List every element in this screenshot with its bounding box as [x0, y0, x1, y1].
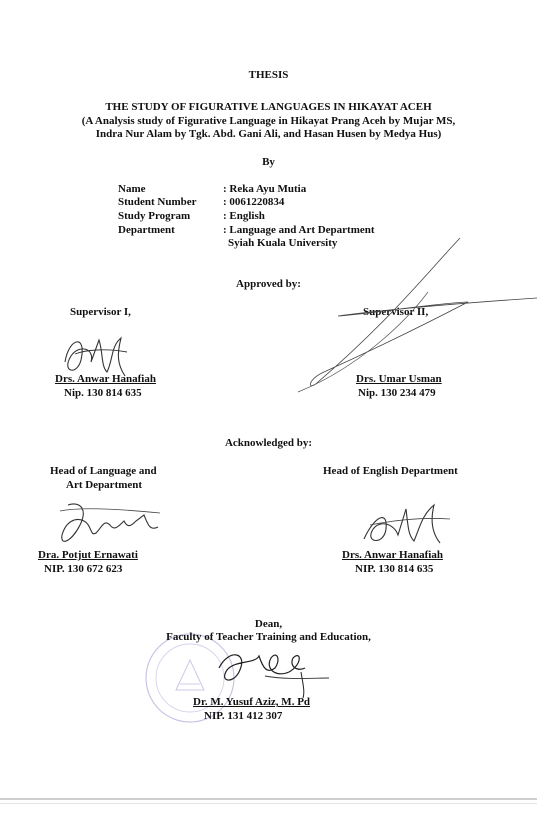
- head-2-name: Drs. Anwar Hanafiah: [342, 549, 443, 561]
- info-university: Syiah Kuala University: [228, 237, 338, 249]
- info-row-student-number: [118, 196, 284, 209]
- thesis-heading: THESIS: [248, 69, 289, 81]
- info-label: Student Number: [118, 196, 197, 208]
- supervisor-1-name: Drs. Anwar Hanafiah: [55, 373, 156, 385]
- supervisor-2-name: Drs. Umar Usman: [356, 373, 442, 385]
- info-label: Department: [118, 224, 175, 236]
- supervisor-1-role: Supervisor I,: [70, 306, 131, 318]
- head-1-name: Dra. Potjut Ernawati: [38, 549, 138, 561]
- thesis-title: THE STUDY OF FIGURATIVE LANGUAGES IN HIKAYAT ACEH: [105, 101, 432, 113]
- supervisor-2-role: Supervisor II,: [363, 306, 429, 318]
- head-1-role-line-1: Head of Language and: [50, 465, 157, 477]
- info-row-name: [118, 183, 306, 196]
- page-bottom-edge-shadow: [0, 803, 537, 804]
- info-value: : 0061220834: [223, 196, 285, 208]
- dean-faculty: Faculty of Teacher Training and Education,: [166, 631, 371, 643]
- page-bottom-edge: [0, 798, 537, 800]
- approved-by-label: Approved by:: [236, 278, 301, 290]
- info-value: : English: [223, 210, 265, 222]
- info-row-study-program: [118, 210, 265, 223]
- dean-nip: NIP. 131 412 307: [204, 710, 283, 722]
- thesis-subtitle-line-2: Indra Nur Alam by Tgk. Abd. Gani Ali, and Hasan Husen by Medya Hus): [95, 128, 442, 140]
- supervisor-1-nip: Nip. 130 814 635: [64, 387, 142, 399]
- dean-name: Dr. M. Yusuf Aziz, M. Pd: [193, 696, 311, 708]
- head-2-signature: [330, 495, 470, 555]
- supervisor-2-nip: Nip. 130 234 479: [358, 387, 436, 399]
- thesis-subtitle-line-1: (A Analysis study of Figurative Language in Hikayat Prang Aceh by Mujar MS,: [81, 115, 456, 127]
- head-2-role: Head of English Department: [323, 465, 458, 477]
- info-label: Name: [118, 183, 146, 195]
- acknowledged-by-label: Acknowledged by:: [224, 437, 313, 449]
- head-2-nip: NIP. 130 814 635: [355, 563, 434, 575]
- by-label: By: [262, 156, 275, 168]
- head-1-signature: [40, 495, 190, 555]
- info-label: Study Program: [118, 210, 191, 222]
- head-1-nip: NIP. 130 672 623: [44, 563, 123, 575]
- dean-role: Dean,: [254, 618, 283, 630]
- info-value: : Reka Ayu Mutia: [223, 183, 307, 195]
- info-value: : Language and Art Department: [223, 224, 375, 236]
- dean-signature: [205, 638, 345, 700]
- head-1-role-line-2: Art Department: [66, 479, 143, 491]
